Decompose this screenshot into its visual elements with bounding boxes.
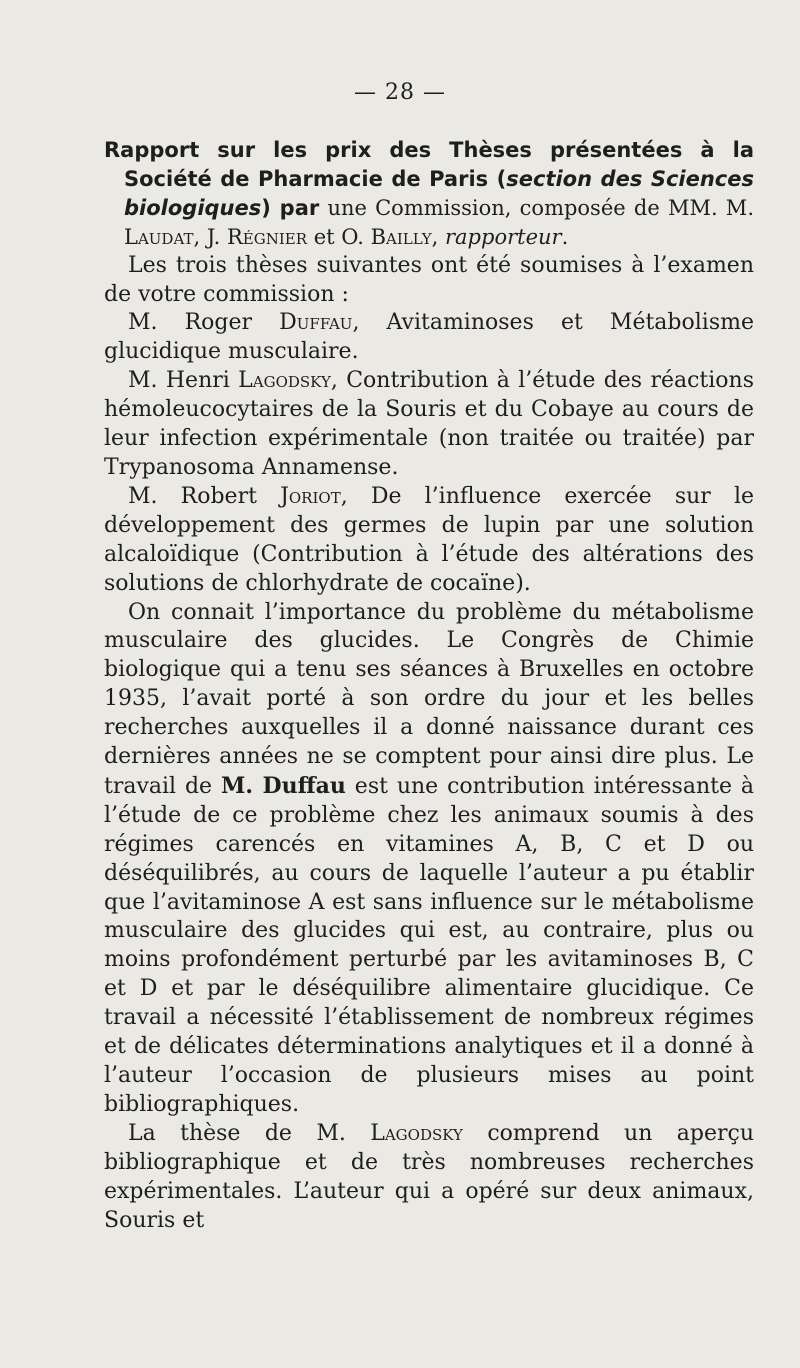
duffau-review-paragraph [104,599,754,1120]
thesis-author: Duffau [279,310,353,336]
title-part1: Rapport sur les prix des Thèses présentées à la Société de Pharmacie de Paris ( [104,138,754,191]
page-number: — 28 — [354,80,446,105]
member-laudat: Laudat [124,224,194,249]
lagodsky-review-paragraph [104,1120,754,1236]
thesis-prefix: M. Robert [128,483,281,509]
page-body [104,136,754,1235]
thesis-joriot [104,483,754,599]
lagodsky-review-part2: comprend un aperçu bibliographique et de très nombreuses recherches expérimentales. L’auteur qui a opéré sur deux animaux, Souris et [104,1120,754,1233]
title-part7: , [431,224,445,249]
thesis-author: Joriot [280,483,341,509]
title-part5: , J. [193,224,227,249]
member-regnier: Régnier [226,224,308,249]
thesis-prefix: M. Roger [128,310,280,336]
intro-paragraph: Les trois thèses suivantes ont été soumises à l’examen de votre commission : [104,252,754,307]
title-part6: et O. [307,224,371,249]
title-part8: . [561,224,569,249]
thesis-prefix: M. Henri [128,368,239,394]
thesis-duffau [104,309,754,367]
title-role: rapporteur [445,224,562,249]
thesis-title: , Contribution à l’étude des réactions hémoleucocytaires de la Souris et du Cobaye au cours de leur infection expérimentale (non traitée ou traitée) par Trypanosoma Annamense. [104,368,754,480]
duffau-review-part2: est une contribution intéressante à l’étude de ce problème chez les animaux soumis à des régimes carencés en vitamines A, B, C et D ou déséquilibrés, au cours de laquelle l’auteur a pu établir que l’avitaminose A est sans influence sur le métabolisme musculaire des glucides qui est, au contraire, plus ou moins profondément perturbé par les avitaminoses B, C et D et par le déséquilibre alimentaire glucidique. Ce travail a nécessité l’établissement de nombreux régimes et de délicates déterminations analytiques et il a donné à l’auteur l’occasion de plusieurs mises au point bibliographiques. [104,773,754,1117]
lagodsky-review-part1: La thèse de M. [128,1120,371,1146]
thesis-title: , De l’influence exercée sur le développement des germes de lupin par une solution alcaloïdique (Contribution à l’étude des altérations des solutions de chlorhydrate de cocaïne). [104,483,754,596]
title-part4: une Commission, composée de MM. M. [327,195,754,220]
title-section: section des Sciences biologiques [124,166,754,220]
report-title [104,136,754,252]
duffau-review-name: M. Duffau [220,772,346,799]
duffau-review-part1: On connait l’importance du problème du métabolisme musculaire des glucides. Le Congrès de Chimie biologique qui a tenu ses séances à Bruxelles en octobre 1935, l’avait porté à son ordre du jour et les belles recherches auxquelles il a donné naissance durant ces dernières années ne se comptent pour ainsi dire plus. Le travail de [104,599,754,799]
lagodsky-review-name: Lagodsky [370,1120,463,1146]
thesis-title: , Avitaminoses et Métabolisme glucidique musculaire. [104,310,754,365]
thesis-lagodsky [104,367,754,483]
member-bailly: Bailly [370,224,432,249]
thesis-author: Lagodsky [238,368,331,394]
title-part3: ) par [261,195,320,220]
